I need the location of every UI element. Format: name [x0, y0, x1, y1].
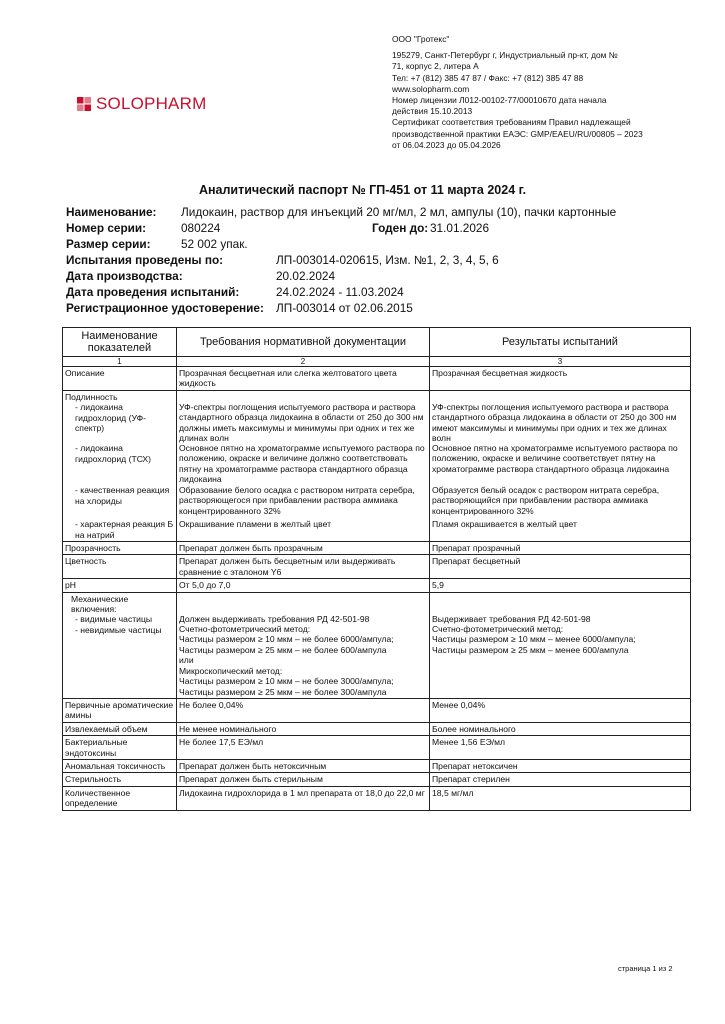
table-row — [63, 786, 691, 810]
row-sterility-name: Стерильность — [63, 773, 177, 786]
field-size-value: 52 002 упак. — [181, 237, 248, 251]
col-number-3: 3 — [430, 357, 691, 367]
table-row — [63, 592, 691, 698]
field-production-label: Дата производства: — [66, 269, 183, 283]
field-valid-value: 31.01.2026 — [430, 221, 490, 235]
table-row — [63, 542, 691, 555]
company-phone: Тел: +7 (812) 385 47 87 / Факс: +7 (812) 385 47 88 — [392, 72, 584, 83]
mech-req-2: Счетно-фотометрический метод: — [179, 624, 311, 635]
company-info — [392, 34, 692, 151]
row-color-req: Препарат должен быть бесцветным или выдерживать сравнение с эталоном Y6 — [177, 555, 430, 579]
table-header — [63, 328, 691, 357]
table-row — [63, 555, 691, 579]
field-production-value: 20.02.2024 — [276, 269, 336, 283]
row-volume-res: Более номинального — [430, 722, 691, 735]
mech-res-2: Счетно-фотометрический метод: — [432, 624, 564, 635]
row-volume-name: Извлекаемый объем — [63, 722, 177, 735]
mech-req-1: Должен выдерживать требования РД 42-501-98 — [179, 613, 370, 624]
mech-visible-name: - видимые частицы — [75, 614, 153, 625]
field-test-date-label: Дата проведения испытаний: — [66, 285, 240, 299]
mech-req-4: Частицы размером ≥ 25 мкм – не более 600/ампула — [179, 644, 387, 655]
field-series-value: 080224 — [181, 221, 221, 235]
mech-req-5: или — [179, 655, 194, 666]
row-endotoxins-res: Менее 1,56 ЕЭ/мл — [430, 736, 691, 760]
company-license: Номер лицензии Л012-00102-77/00010670 дата начала действия 15.10.2013 — [392, 95, 607, 117]
row-assay-res: 18,5 мг/мл — [430, 786, 691, 810]
identity-chloride-name: - качественная реакция на хлориды — [75, 485, 170, 506]
field-name-value: Лидокаин, раствор для инъекций 20 мг/мл, 2 мл, ампулы (10), пачки картонные — [181, 205, 617, 219]
field-valid-label: Годен до: — [372, 221, 429, 235]
header-requirements: Требования нормативной документации — [177, 328, 430, 357]
company-name: ООО "Гротекс" — [392, 34, 450, 44]
field-registration-label: Регистрационное удостоверение: — [66, 301, 264, 315]
row-assay-req: Лидокаина гидрохлорида в 1 мл препарата от 18,0 до 22,0 мг — [177, 786, 430, 810]
table-row — [63, 722, 691, 735]
company-address-1: 195279, Санкт-Петербург г, Индустриальный пр-кт, дом № — [392, 50, 618, 61]
row-amines-res: Менее 0,04% — [430, 698, 691, 722]
row-sterility-req: Препарат должен быть стерильным — [177, 773, 430, 786]
table-row — [63, 367, 691, 391]
row-toxicity-res: Препарат нетоксичен — [430, 759, 691, 772]
row-color-name: Цветность — [63, 555, 177, 579]
col-number-2: 2 — [177, 357, 430, 367]
field-series-label: Номер серии: — [66, 221, 147, 235]
identity-tlc-name: - лидокаина гидрохлорид (ТСХ) — [75, 443, 152, 464]
identity-chloride-res: Образуется белый осадок с раствором нитрата серебра, растворяющийся при прибавлении раствора аммиака концентрированного 32% — [432, 484, 660, 516]
document-title: Аналитический паспорт № ГП-451 от 11 марта 2024 г. — [198, 183, 527, 197]
row-assay-name: Количественное определение — [63, 786, 177, 810]
field-registration-value: ЛП-003014 от 02.06.2015 — [276, 301, 413, 315]
row-ph-name: pH — [63, 579, 177, 592]
logo-text: SOLOPHARM — [96, 94, 207, 113]
company-website[interactable]: www.solopharm.com — [392, 83, 470, 94]
company-address-2: 71, корпус 2, литера А — [392, 61, 479, 72]
mech-res-1: Выдерживает требования РД 42-501-98 — [432, 613, 591, 624]
mech-req-6: Микроскопический метод: — [179, 665, 283, 676]
row-amines-name: Первичные ароматические амины — [63, 698, 177, 722]
row-description-req: Прозрачная бесцветная или слегка желтоватого цвета жидкость — [177, 367, 430, 391]
row-sterility-res: Препарат стерилен — [430, 773, 691, 786]
identity-tlc-req: Основное пятно на хроматограмме испытуемого раствора по положению, окраске и величине должно соответствовать пятну на хроматограмме раствора стандартного образца лидокаина — [179, 442, 425, 485]
field-name-label: Наименование: — [66, 205, 157, 219]
identity-sodium-res: Пламя окрашивается в желтый цвет — [432, 518, 577, 529]
mech-res-3: Частицы размером ≥ 10 мкм – менее 6000/ампула; — [432, 634, 636, 645]
solopharm-logo — [76, 94, 206, 114]
table-row — [63, 736, 691, 760]
table-row — [63, 390, 691, 541]
mech-req-3: Частицы размером ≥ 10 мкм – не более 6000/ампула; — [179, 634, 394, 645]
identity-chloride-req: Образование белого осадка с раствором нитрата серебра, растворяющегося при прибавлении раствора аммиака концентрированного 32% — [179, 484, 415, 516]
solopharm-logo-icon — [76, 96, 92, 112]
company-certificate: Сертификат соответствия требованиям Правил надлежащей производственной практики ЕАЭС: GMP/EAEU/RU/00805 – 2023 от 06.04.2023 до 05.04.2026 — [392, 117, 643, 150]
field-tests-label: Испытания проведены по: — [66, 253, 224, 267]
field-size-label: Размер серии: — [66, 237, 151, 251]
row-toxicity-req: Препарат должен быть нетоксичным — [177, 759, 430, 772]
results-table — [62, 327, 691, 811]
row-description-name: Описание — [63, 367, 177, 391]
identity-sodium-req: Окрашивание пламени в желтый цвет — [179, 518, 332, 529]
mech-res-4: Частицы размером ≥ 25 мкм – менее 600/ампула — [432, 644, 629, 655]
table-row — [63, 759, 691, 772]
row-description-res: Прозрачная бесцветная жидкость — [430, 367, 691, 391]
mech-req-8: Частицы размером ≥ 25 мкм – не более 300/ампула — [179, 686, 387, 697]
col-number-1: 1 — [63, 357, 177, 367]
row-ph-res: 5,9 — [430, 579, 691, 592]
identity-uv-res: УФ-спектры поглощения испытуемого раствора и раствора стандартного образца лидокаина в области от 250 до 300 нм имеют максимумы и минимумы при одних и тех же длинах волн — [432, 401, 677, 444]
mech-invisible-name: - невидимые частицы — [75, 624, 162, 635]
identity-uv-name: - лидокаина гидрохлорид (УФ-спектр) — [75, 402, 147, 434]
row-transparency-res: Препарат прозрачный — [430, 542, 691, 555]
page-number: страница 1 из 2 — [618, 964, 673, 973]
header-results: Результаты испытаний — [430, 328, 691, 357]
table-col-numbers — [63, 357, 691, 367]
row-amines-req: Не более 0,04% — [177, 698, 430, 722]
identity-tlc-res: Основное пятно на хроматограмме испытуемого раствора по положению, окраске и величине соответствует пятну на хроматограмме раствора стандартного образца лидокаина — [432, 442, 678, 474]
row-volume-req: Не менее номинального — [177, 722, 430, 735]
field-tests-value: ЛП-003014-020615, Изм. №1, 2, 3, 4, 5, 6 — [276, 253, 499, 267]
table-row — [63, 773, 691, 786]
field-test-date-value: 24.02.2024 - 11.03.2024 — [276, 285, 404, 299]
row-ph-req: От 5,0 до 7,0 — [177, 579, 430, 592]
row-identity-name: Подлинность — [65, 391, 118, 402]
identity-sodium-name: - характерная реакция Б на натрий — [75, 519, 174, 540]
row-color-res: Препарат бесцветный — [430, 555, 691, 579]
table-row — [63, 579, 691, 592]
row-mech-name: Механические включения: — [71, 593, 129, 615]
row-endotoxins-req: Не более 17,5 ЕЭ/мл — [177, 736, 430, 760]
row-transparency-name: Прозрачность — [63, 542, 177, 555]
row-transparency-req: Препарат должен быть прозрачным — [177, 542, 430, 555]
mech-req-7: Частицы размером ≥ 10 мкм – не более 3000/ампула; — [179, 676, 394, 687]
identity-uv-req: УФ-спектры поглощения испытуемого раствора и раствора стандартного образца лидокаина в области от 250 до 300 нм должны иметь максимумы и минимумы при одних и тех же длинах волн — [179, 401, 424, 444]
row-endotoxins-name: Бактериальные эндотоксины — [63, 736, 177, 760]
table-row — [63, 698, 691, 722]
row-toxicity-name: Аномальная токсичность — [63, 759, 177, 772]
header-indicator: Наименование показателей — [63, 328, 177, 357]
